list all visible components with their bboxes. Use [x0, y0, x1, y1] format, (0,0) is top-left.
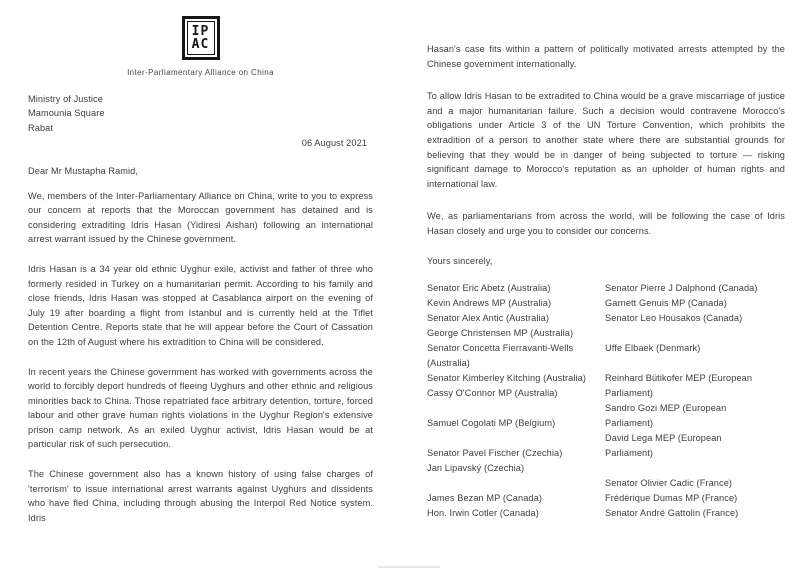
- signatory: [427, 431, 605, 446]
- signatory: (Australia): [427, 358, 470, 369]
- signatory: Cassy O'Connor MP (Australia): [427, 388, 558, 399]
- paragraph: We, members of the Inter-Parliamentary Alliance on China, write to you to express our concern at reports that the Moroccan government has detained and is considering extraditing Idris Hasan (Yidiresi Aishan) following an international arrest warrant issued by the Chinese government.: [28, 190, 373, 245]
- recipient-line: Mamounia Square: [28, 108, 105, 119]
- organization-name: Inter-Parliamentary Alliance on China: [127, 68, 274, 77]
- paragraph: We, as parliamentarians from across the world, will be following the case of Idris Hasan closely and urge you to consider our concerns.: [427, 211, 785, 236]
- paragraph: In recent years the Chinese government has worked with governments across the world to forcibly deport hundreds of fleeing Uyghurs and other ethnic and religious minorities back to China. Those repatriated face arbitrary detention, torture, forced labour and other grave human rights violations in the Uyghur Region's extensive prison camp network. As an exiled Uyghur activist, Idris Hasan would be at particular risk of such persecution.: [28, 366, 373, 450]
- signatory: [605, 326, 785, 341]
- signatory: Senator Concetta Fierravanti-Wells: [427, 343, 574, 354]
- recipient-address: [28, 92, 373, 136]
- signatory: Senator Leo Housakos (Canada): [605, 313, 743, 324]
- signatory: George Christensen MP (Australia): [427, 328, 574, 339]
- signatory: Senator Olivier Cadic (France): [605, 478, 733, 489]
- signatory: Parliament): [605, 418, 654, 429]
- signatories-grid: [427, 281, 785, 521]
- next-page-edge: [378, 566, 440, 568]
- ipac-logo-line1: IP: [191, 24, 210, 39]
- salutation: Dear Mr Mustapha Ramid,: [28, 165, 139, 176]
- signatory: Reinhard Bütikofer MEP (European: [605, 373, 753, 384]
- signatory: Senator Alex Antic (Australia): [427, 313, 549, 324]
- signatory: Senator Eric Abetz (Australia): [427, 283, 551, 294]
- signatory: Samuel Cogolati MP (Belgium): [427, 418, 556, 429]
- letterhead: [28, 16, 373, 81]
- recipient-line: Ministry of Justice: [28, 93, 103, 104]
- paragraph: Hasan's case fits within a pattern of politically motivated arrests attempted by the Chinese government internationally.: [427, 44, 785, 69]
- signatory: Kevin Andrews MP (Australia): [427, 298, 552, 309]
- signatory: Senator Kimberley Kitching (Australia): [427, 373, 587, 384]
- signatory: Jan Lipavský (Czechia): [427, 463, 525, 474]
- closing: Yours sincerely,: [427, 255, 493, 266]
- signatory: Senator Pierre J Dalphond (Canada): [605, 283, 758, 294]
- signatory: David Lega MEP (European: [605, 433, 722, 444]
- signatory: [605, 356, 785, 371]
- signatory: James Bezan MP (Canada): [427, 493, 542, 504]
- letter-page-1: [28, 0, 373, 540]
- signatory: Parliament): [605, 388, 654, 399]
- paragraph: Idris Hasan is a 34 year old ethnic Uyghur exile, activist and father of three who formerly resided in Turkey on a humanitarian permit. According to his family and close friends, Idris Hasan was stopped at Casablanca airport on the evening of July 19 after boarding a flight from Istanbul and is currently held at the Tiflet Detention Centre. Reports state that he will appear before the Court of Cassation on the 12th of August where his extradition to China will be considered.: [28, 263, 373, 347]
- signatory: Parliament): [605, 448, 654, 459]
- ipac-logo-line2: AC: [191, 37, 210, 52]
- signatory: Garnett Genuis MP (Canada): [605, 298, 727, 309]
- signatory: [605, 461, 785, 476]
- signatory: Senator André Gattolin (France): [605, 508, 739, 519]
- signatory: Hon. Irwin Cotler (Canada): [427, 508, 539, 519]
- paragraph: To allow Idris Hasan to be extradited to China would be a grave miscarriage of justice and a major humanitarian failure. Such a decision would contravene Morocco's obligations under Article 3 of the UN Torture Convention, which prohibits the extradition of a person to another state where there are substantial grounds for believing that they would be in danger of being subjected to torture — risking significant damage to Morocco's reputation as an upholder of human rights and international law.: [427, 91, 785, 189]
- letter-page-2: [427, 0, 785, 521]
- signatory: Sandro Gozi MEP (European: [605, 403, 727, 414]
- signatory: Uffe Elbaek (Denmark): [605, 343, 701, 354]
- signatory: Frédérique Dumas MP (France): [605, 493, 738, 504]
- paragraph: The Chinese government also has a known history of using false charges of 'terrorism' to issue international arrest warrants against Uyghurs and dissidents who have fled China, including through abusing the Interpol Red Notice system. Idris: [28, 469, 373, 523]
- recipient-line: Rabat: [28, 122, 54, 133]
- letter-date: 06 August 2021: [301, 138, 367, 149]
- signatory: [427, 401, 605, 416]
- ipac-logo-letters: [187, 21, 215, 55]
- signatory: Senator Pavel Fischer (Czechia): [427, 448, 563, 459]
- ipac-logo: [182, 16, 220, 60]
- signatory: [427, 476, 605, 491]
